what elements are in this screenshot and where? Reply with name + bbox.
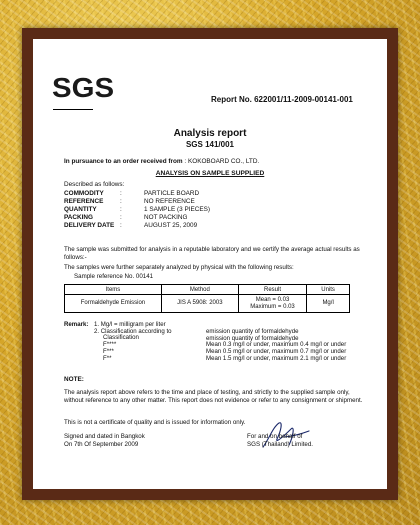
field-row xyxy=(64,222,210,230)
analysis-paragraph: The samples were further separately analyzed by physical with the following results: xyxy=(64,264,294,271)
behalf-block xyxy=(247,433,313,448)
remark-line: 1. Mg/l = milligram per liter xyxy=(94,321,166,328)
information-paragraph: This is not a certificate of quality and is issued for information only. xyxy=(64,419,246,426)
field-value: PARTICLE BOARD xyxy=(144,190,200,197)
signed-block xyxy=(64,433,145,448)
field-row xyxy=(64,198,210,206)
order-label: In pursuance to an order received from xyxy=(64,158,183,165)
column-header: Items xyxy=(65,285,162,295)
field-row xyxy=(64,206,210,214)
field-value: AUGUST 25, 2009 xyxy=(144,222,198,229)
remark-line: 2. Classification according to xyxy=(94,327,172,335)
result-mean: Mean = 0.03 xyxy=(255,296,290,303)
page-subtitle: SGS 141/001 xyxy=(185,140,235,149)
field-value: 1 SAMPLE (3 PIECES) xyxy=(144,206,211,213)
report-number: Report No. 622001/11-2009-00141-001 xyxy=(211,95,353,104)
order-client: : KOKOBOARD CO., LTD. xyxy=(184,158,260,165)
remark-line: F** xyxy=(103,354,112,362)
order-line xyxy=(64,158,259,165)
company-name: SGS (Thailand) Limited. xyxy=(247,440,314,448)
field-colon: : xyxy=(120,190,122,197)
cell-result xyxy=(238,295,306,313)
sample-fields xyxy=(64,190,210,230)
remark-label: Remark: xyxy=(64,321,89,328)
field-colon: : xyxy=(120,198,122,205)
column-header: Result xyxy=(238,285,306,295)
certification-paragraph: The sample was submitted for analysis in a reputable laboratory and we certify the average actual results as follows:- xyxy=(64,246,360,261)
field-label: REFERENCE xyxy=(64,198,104,205)
page-title: Analysis report xyxy=(173,128,247,139)
remark-line: Mean 1.5 mg/l or under, maximum 2.1 mg/l or under xyxy=(206,354,347,362)
analysis-report-document xyxy=(33,39,387,489)
behalf-line: For and on behalf of xyxy=(247,433,303,440)
signed-date: On 7th Of September 2009 xyxy=(64,440,139,448)
note-heading: NOTE: xyxy=(64,376,84,383)
remark-line: F*** xyxy=(103,347,114,355)
remark-line: emission quantity of formaldehyde xyxy=(206,334,299,342)
remark-line: F**** xyxy=(103,341,117,349)
field-label: QUANTITY xyxy=(64,206,97,213)
cell-method: JIS A 5908: 2003 xyxy=(161,295,238,313)
sample-reference: Sample reference No. 00141 xyxy=(74,273,154,280)
logo-underline xyxy=(53,109,93,110)
cell-units: Mg/l xyxy=(307,295,350,313)
disclaimer-paragraph: The analysis report above refers to the time and place of testing, and strictly to the supplied sample only, without reference to any other matter. This report does not evidence or refer to any consignment or shipment. xyxy=(64,389,363,404)
field-label: COMMODITY xyxy=(64,190,104,197)
results-table xyxy=(64,284,350,313)
signed-location: Signed and dated in Bangkok xyxy=(64,433,145,440)
certificate-frame xyxy=(22,28,398,500)
field-label: DELIVERY DATE xyxy=(64,222,115,229)
remark-left-column xyxy=(94,322,174,362)
field-colon: : xyxy=(120,222,122,229)
column-header: Units xyxy=(307,285,350,295)
field-label: PACKING xyxy=(64,214,93,221)
field-colon: : xyxy=(120,206,122,213)
table-header-row xyxy=(65,285,350,295)
field-value: NOT PACKING xyxy=(144,214,188,221)
remark-line: emission quantity of formaldehyde xyxy=(206,328,299,335)
section-title: ANALYSIS ON SAMPLE SUPPLIED xyxy=(155,170,265,177)
remark-right-column xyxy=(206,329,376,363)
field-row xyxy=(64,214,210,222)
remark-line: Mean 0.5 mg/l or under, maximum 0.7 mg/l or under xyxy=(206,348,347,356)
field-row xyxy=(64,190,210,198)
result-maximum: Maximum = 0.03 xyxy=(250,303,295,310)
field-value: NO REFERENCE xyxy=(144,198,195,205)
cell-item: Formaldehyde Emission xyxy=(65,295,162,313)
table-row xyxy=(65,295,350,313)
remark-line: Mean 0.3 mg/l or under, maximum 0.4 mg/l or under xyxy=(206,341,347,349)
column-header: Method xyxy=(161,285,238,295)
sgs-logo: SGS xyxy=(52,72,115,103)
described-as: Described as follows: xyxy=(64,181,125,188)
remark-line: Classification xyxy=(103,334,139,342)
field-colon: : xyxy=(120,214,122,221)
